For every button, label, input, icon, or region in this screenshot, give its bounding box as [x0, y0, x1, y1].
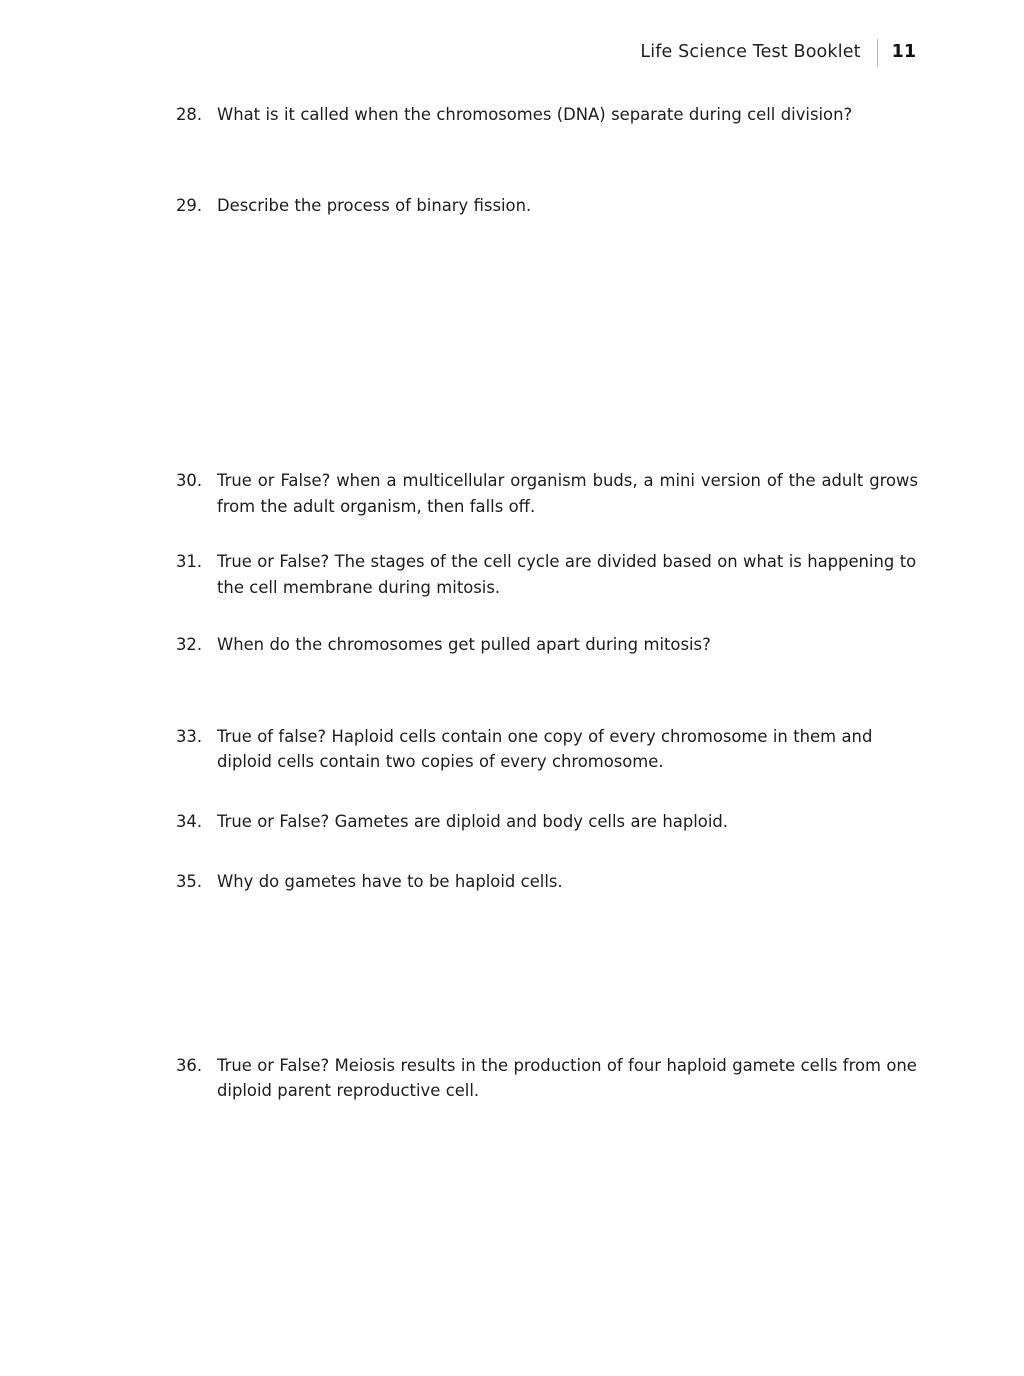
question-item: [176, 102, 918, 128]
question-text: What is it called when the chromosomes (DNA) separate during cell division?: [217, 105, 853, 124]
question-text: True or False? Gametes are diploid and body cells are haploid.: [217, 811, 728, 831]
booklet-title: Life Science Test Booklet: [640, 42, 861, 63]
question-text: True or False? The stages of the cell cycle are divided based on what is happening to the cell membrane during mitosis.: [217, 552, 917, 597]
question-text: True or False? Meiosis results in the production of four haploid gamete cells from one diploid parent reproductive cell.: [217, 1055, 917, 1100]
question-item: [176, 1053, 918, 1104]
question-item: [176, 869, 918, 895]
question-text: Describe the process of binary fission.: [217, 195, 532, 215]
question-text: True of false? Haploid cells contain one copy of every chromosome in them and diploid cells contain two copies of every chromosome.: [217, 726, 873, 771]
question-text: True or False? when a multicellular organism buds, a mini version of the adult grows from the adult organism, then falls off.: [217, 471, 918, 516]
question-text: Why do gametes have to be haploid cells.: [217, 872, 563, 891]
question-number: 32.: [176, 635, 203, 654]
question-number: 36.: [176, 1055, 203, 1075]
page-number: 11: [891, 42, 916, 63]
question-item: [176, 193, 918, 219]
header-divider: [877, 39, 878, 67]
question-number: 29.: [176, 195, 203, 215]
question-text: When do the chromosomes get pulled apart during mitosis?: [217, 635, 711, 654]
question-number: 31.: [176, 552, 203, 571]
question-number: 34.: [176, 811, 203, 831]
question-item: [176, 468, 918, 519]
question-item: [176, 549, 918, 600]
question-item: [176, 632, 918, 658]
question-number: 30.: [176, 471, 203, 490]
question-number: 33.: [176, 726, 203, 746]
page-header: [640, 38, 916, 68]
question-number: 35.: [176, 872, 203, 891]
question-item: [176, 724, 918, 775]
question-item: [176, 809, 918, 835]
question-list: [176, 102, 918, 1104]
question-number: 28.: [176, 105, 203, 124]
